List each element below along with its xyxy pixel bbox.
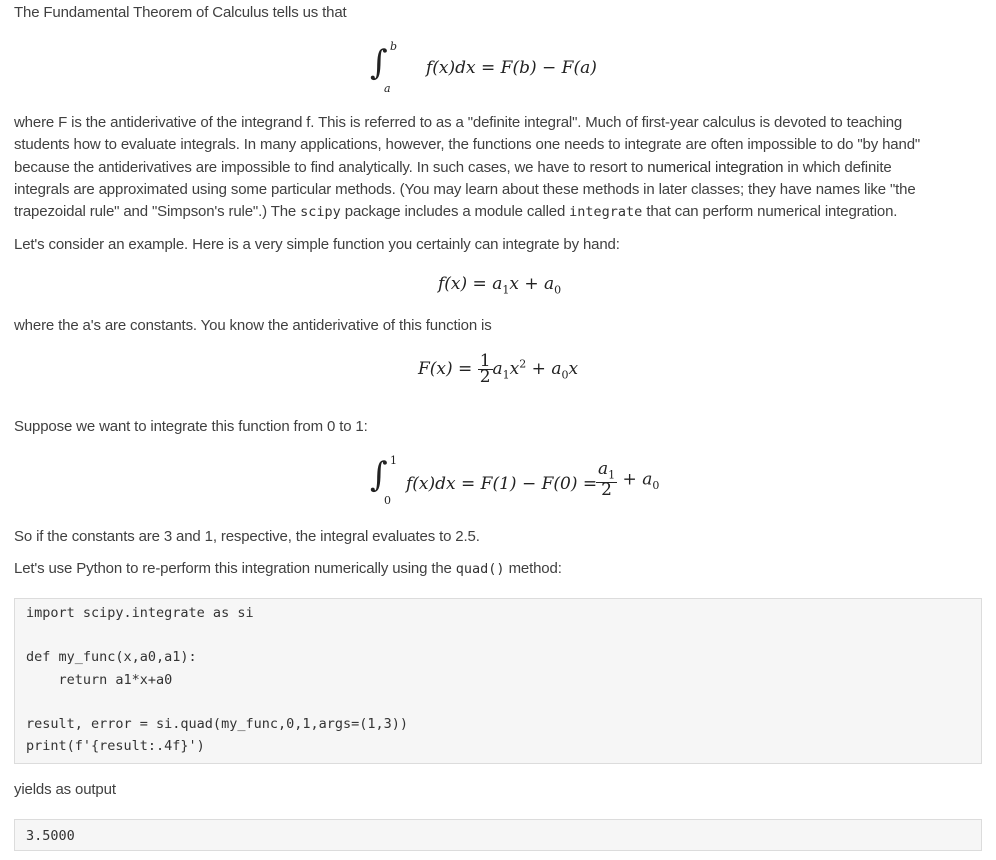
eq4-plus: + a (622, 469, 653, 490)
scipy-code: scipy (300, 204, 341, 221)
eq4-sub0: 0 (652, 479, 660, 493)
eq3-plus: + a (531, 359, 562, 379)
code-block[interactable] (14, 598, 982, 764)
para1-line3-pre: because the antiderivatives are impossible to find analytically. In such cases, we have to resort to (14, 158, 648, 176)
eq3-tail: x (568, 359, 579, 379)
eq2-sub1: 1 (502, 283, 510, 297)
para1-line2: students how to evaluate integrals. In many applications, however, the functions one needs to integrate are often impossible to do "by hand" (14, 136, 921, 154)
upper-limit: b (390, 40, 398, 53)
para1-line5-post: that can perform numerical integration. (642, 203, 898, 221)
eq2-mid: x + a (509, 274, 555, 294)
numerical-integration-term: numerical integration (647, 158, 784, 176)
integrate-code: integrate (569, 204, 643, 221)
quad-code: quad() (455, 561, 505, 577)
eq3-numerator: 1 (479, 351, 491, 371)
equation-antiderivative (418, 351, 579, 387)
fraction-one-half (478, 351, 493, 387)
eq3-sub0: 0 (561, 368, 569, 382)
integral-sign: ∫ (370, 43, 388, 83)
eq3-denominator: 2 (479, 367, 491, 387)
para1-line4: integrals are approximated using some particular methods. (You may learn about these methods in later classes; they have names like "the (14, 180, 916, 198)
code-content[interactable]: import scipy.integrate as si def my_func(x,a0,a1): return a1*x+a0 result, error = si.quad(my_func,0,1,args=(1,3)) print(f'{result:.4f}') (26, 605, 409, 755)
paragraph-definite-integral (14, 112, 989, 223)
lower-limit: a (384, 82, 391, 95)
upper-limit-2: 1 (390, 454, 397, 467)
eq4-num-a: a (598, 459, 609, 479)
para1-line1: where F is the antiderivative of the integrand f. This is referred to as a "definite integral". Much of first-year calculus is devoted to teaching (14, 114, 903, 131)
yields-text: yields as output (14, 781, 116, 798)
eq2-lhs: f(x) = a (438, 274, 503, 294)
equation-definite-example (370, 452, 670, 516)
output-content[interactable]: 3.5000 (26, 828, 75, 844)
para1-line3-post: in which definite (783, 158, 892, 176)
equation-ftc (370, 40, 630, 100)
intro-text: The Fundamental Theorem of Calculus tells us that (14, 4, 347, 21)
para1-line3 (14, 157, 989, 179)
example-intro-text: Let's consider an example. Here is a very simple function you certainly can integrate by hand: (14, 236, 620, 253)
fraction-a1-over-2 (596, 459, 617, 501)
eq3-sub1: 1 (502, 368, 510, 382)
result-text: So if the constants are 3 and 1, respective, the integral evaluates to 2.5. (14, 528, 480, 545)
eq4-body: f(x)dx = F(1) − F(0) = (406, 474, 598, 494)
python-intro-text (14, 558, 562, 581)
lower-limit-2: 0 (384, 494, 391, 507)
output-block[interactable] (14, 819, 982, 851)
eq4-num-sub: 1 (608, 468, 616, 482)
python-intro-pre: Let's use Python to re-perform this integration numerically using the (14, 560, 456, 577)
equation-linear-function (438, 274, 561, 296)
eq4-denominator: 2 (601, 480, 612, 501)
para1-line5-pre: trapezoidal rule" and "Simpson's rule".) The (14, 203, 301, 221)
para1-line5 (14, 201, 989, 223)
eq2-sub0: 0 (554, 283, 562, 297)
equation-body: f(x)dx = F(b) − F(a) (426, 58, 597, 78)
eq3-lhs: F(x) = (418, 359, 473, 379)
eq3-x: x (509, 359, 520, 379)
suppose-text: Suppose we want to integrate this function from 0 to 1: (14, 418, 368, 435)
eq3-a: a (492, 359, 503, 379)
eq3-exponent: 2 (519, 357, 527, 371)
para1-line5-mid: package includes a module called (340, 203, 570, 221)
integral-sign-2: ∫ (370, 455, 388, 495)
constants-text: where the a's are constants. You know the antiderivative of this function is (14, 317, 492, 334)
python-intro-post: method: (504, 560, 562, 577)
